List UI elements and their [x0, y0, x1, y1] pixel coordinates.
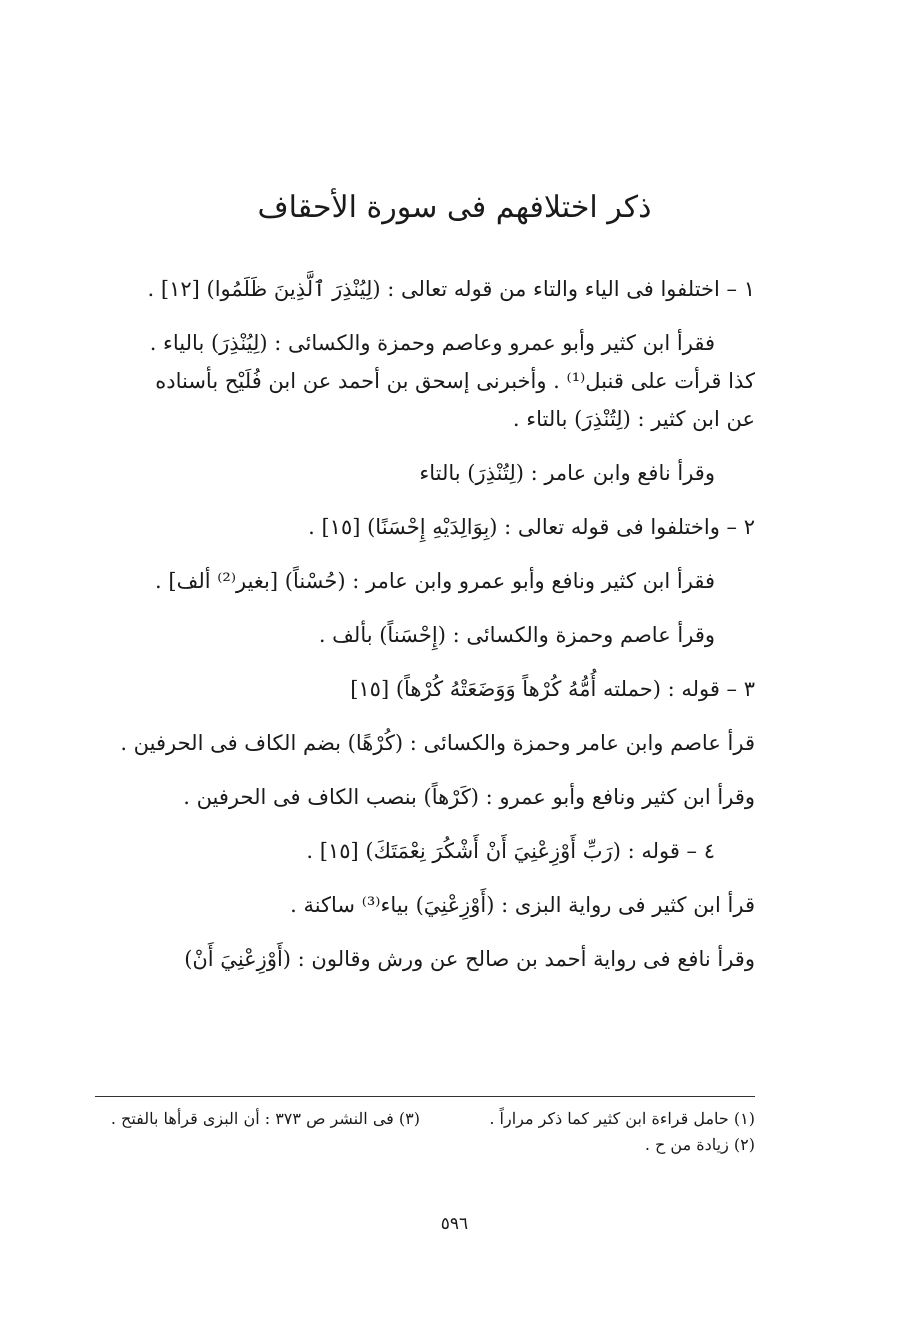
- paragraph-11: وقرأ ابن كثير ونافع وأبو عمرو : (كَرْهاً) بنصب الكاف فى الحرفين .: [183, 785, 755, 809]
- chapter-title: ذكر اختلافهم فى سورة الأحقاف: [257, 190, 652, 225]
- paragraph-9: ٣ – قوله : (حملته أُمُّهُ كُرْهاً وَوَضَعَتْهُ كُرْهاً) [١٥]: [350, 677, 755, 701]
- footnote-1: (١) حامل قراءة ابن كثير كما ذكر مراراً .: [489, 1109, 755, 1128]
- paragraph-7: فقرأ ابن كثير ونافع وأبو عمرو وابن عامر : (حُسْناً) [بغير⁽²⁾ ألف] .: [155, 569, 715, 593]
- paragraph-3: كذا قرأت على قنبل⁽¹⁾ . وأخبرنى إسحق بن أحمد عن ابن فُلَيْح بأسناده: [155, 369, 755, 393]
- paragraph-4: عن ابن كثير : (لِتُنْذِرَ) بالتاء .: [512, 407, 755, 431]
- footnotes: [95, 1106, 755, 1158]
- paragraph-14: وقرأ نافع فى رواية أحمد بن صالح عن ورش وقالون : (أَوْزِعْنِيَ أَنْ): [184, 947, 755, 971]
- paragraph-1: ١ – اختلفوا فى الياء والتاء من قوله تعالى : (لِيُنْذِرَ ٱلَّذِينَ ظَلَمُوا) [١٢] .: [147, 277, 755, 301]
- footnote-spacer: [95, 1132, 420, 1158]
- paragraph-10: قرأ عاصم وابن عامر وحمزة والكسائى : (كُرْهًا) بضم الكاف فى الحرفين .: [120, 731, 755, 755]
- main-text: [95, 270, 755, 978]
- paragraph-8: وقرأ عاصم وحمزة والكسائى : (إِحْسَناً) بألف .: [318, 623, 715, 647]
- paragraph-2: فقرأ ابن كثير وأبو عمرو وعاصم وحمزة والكسائى : (لِيُنْذِرَ) بالياء .: [149, 331, 715, 355]
- paragraph-12: ٤ – قوله : (رَبِّ أَوْزِعْنِيَ أَنْ أَشْكُرَ نِعْمَتَكَ) [١٥] .: [306, 839, 715, 863]
- paragraph-6: ٢ – واختلفوا فى قوله تعالى : (بِوَالِدَيْهِ إِحْسَنًا) [١٥] .: [308, 515, 755, 539]
- footnote-2: (٢) زيادة من ح .: [644, 1135, 755, 1154]
- page-number: ٥٩٦: [440, 1214, 469, 1234]
- paragraph-13: قرأ ابن كثير فى رواية البزى : (أَوْزِعْنِيَ) بياء⁽³⁾ ساكنة .: [290, 893, 755, 917]
- footnote-row: [95, 1106, 755, 1132]
- footnote-row: [95, 1132, 755, 1158]
- footnote-divider: [95, 1096, 755, 1097]
- footnote-3: (٣) فى النشر ص ٣٧٣ : أن البزى قرأها بالفتح .: [110, 1109, 420, 1128]
- paragraph-5: وقرأ نافع وابن عامر : (لِتُنْذِرَ) بالتاء: [419, 461, 715, 485]
